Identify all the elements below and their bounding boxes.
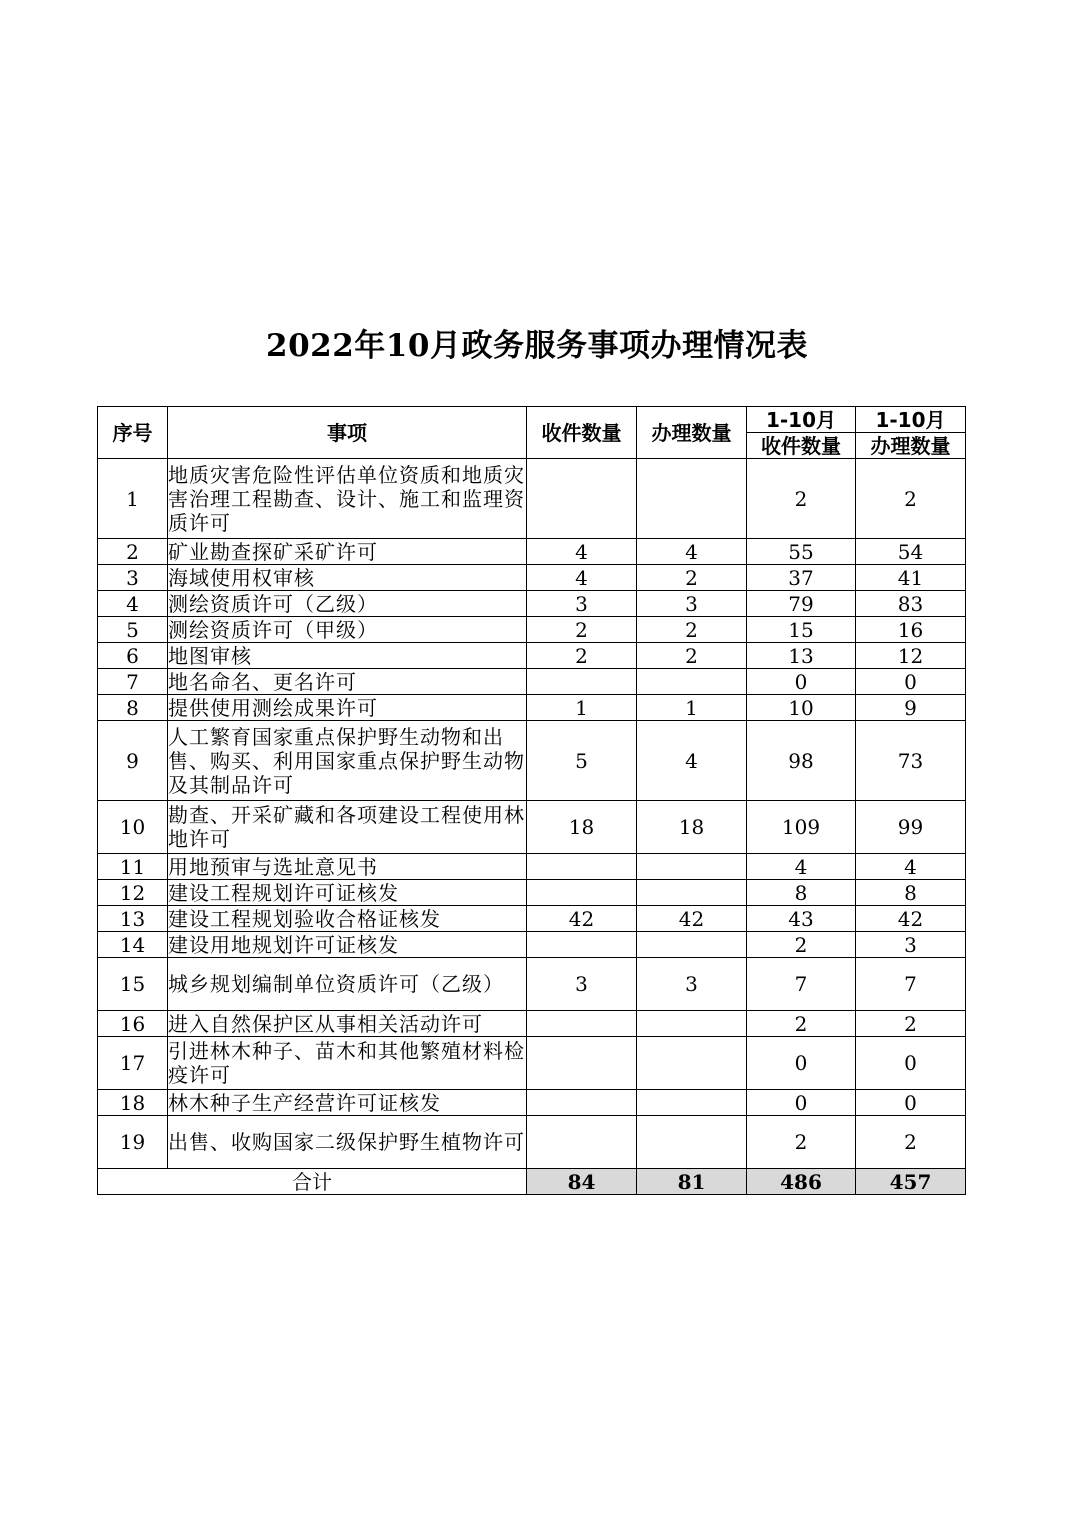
total-ytd-received: 486 — [747, 1169, 856, 1195]
row-ytd-processed: 83 — [856, 591, 966, 617]
row-seq: 4 — [98, 591, 168, 617]
row-received: 42 — [527, 906, 637, 932]
row-seq: 15 — [98, 958, 168, 1011]
row-item: 引进林木种子、苗木和其他繁殖材料检疫许可 — [168, 1037, 527, 1090]
row-processed: 4 — [637, 721, 747, 801]
row-ytd-processed: 8 — [856, 880, 966, 906]
row-processed — [637, 459, 747, 539]
row-processed: 2 — [637, 643, 747, 669]
row-item: 地质灾害危险性评估单位资质和地质灾害治理工程勘查、设计、施工和监理资质许可 — [168, 459, 527, 539]
row-ytd-processed: 9 — [856, 695, 966, 721]
row-received: 2 — [527, 617, 637, 643]
header-processed: 办理数量 — [637, 407, 747, 459]
row-ytd-received: 2 — [747, 459, 856, 539]
row-ytd-processed: 42 — [856, 906, 966, 932]
row-ytd-processed: 41 — [856, 565, 966, 591]
row-seq: 16 — [98, 1011, 168, 1037]
table-row — [98, 459, 966, 539]
row-received — [527, 1090, 637, 1116]
row-ytd-processed: 12 — [856, 643, 966, 669]
header-ytd-processed: 办理数量 — [856, 433, 966, 459]
row-received — [527, 932, 637, 958]
row-received: 3 — [527, 958, 637, 1011]
table-row — [98, 1011, 966, 1037]
row-received — [527, 1037, 637, 1090]
row-seq: 19 — [98, 1116, 168, 1169]
row-item: 测绘资质许可（甲级） — [168, 617, 527, 643]
row-item: 地图审核 — [168, 643, 527, 669]
row-seq: 7 — [98, 669, 168, 695]
row-received — [527, 854, 637, 880]
row-seq: 13 — [98, 906, 168, 932]
table-row — [98, 1090, 966, 1116]
row-ytd-received: 13 — [747, 643, 856, 669]
row-ytd-received: 2 — [747, 1011, 856, 1037]
header-item: 事项 — [168, 407, 527, 459]
header-seq: 序号 — [98, 407, 168, 459]
row-processed: 4 — [637, 539, 747, 565]
row-ytd-processed: 0 — [856, 1090, 966, 1116]
table-row — [98, 669, 966, 695]
table-row — [98, 880, 966, 906]
row-processed — [637, 880, 747, 906]
row-seq: 1 — [98, 459, 168, 539]
row-item: 海域使用权审核 — [168, 565, 527, 591]
row-processed — [637, 1011, 747, 1037]
page-title: 2022年10月政务服务事项办理情况表 — [266, 328, 808, 364]
row-processed — [637, 1090, 747, 1116]
row-seq: 8 — [98, 695, 168, 721]
row-processed: 2 — [637, 565, 747, 591]
row-ytd-received: 8 — [747, 880, 856, 906]
row-ytd-received: 2 — [747, 1116, 856, 1169]
row-ytd-received: 2 — [747, 932, 856, 958]
row-received — [527, 880, 637, 906]
total-ytd-processed: 457 — [856, 1169, 966, 1195]
row-item: 建设用地规划许可证核发 — [168, 932, 527, 958]
table-row — [98, 958, 966, 1011]
row-processed — [637, 932, 747, 958]
total-processed: 81 — [637, 1169, 747, 1195]
row-item: 人工繁育国家重点保护野生动物和出售、购买、利用国家重点保护野生动物及其制品许可 — [168, 721, 527, 801]
table-row — [98, 591, 966, 617]
row-seq: 3 — [98, 565, 168, 591]
table-row — [98, 565, 966, 591]
header-received: 收件数量 — [527, 407, 637, 459]
row-ytd-processed: 4 — [856, 854, 966, 880]
row-item: 矿业勘查探矿采矿许可 — [168, 539, 527, 565]
row-seq: 12 — [98, 880, 168, 906]
row-received — [527, 1116, 637, 1169]
row-seq: 6 — [98, 643, 168, 669]
row-received: 1 — [527, 695, 637, 721]
row-received: 4 — [527, 539, 637, 565]
row-processed — [637, 1116, 747, 1169]
row-ytd-received: 0 — [747, 1037, 856, 1090]
table-row — [98, 539, 966, 565]
row-item: 建设工程规划验收合格证核发 — [168, 906, 527, 932]
row-seq: 9 — [98, 721, 168, 801]
row-seq: 5 — [98, 617, 168, 643]
row-item: 测绘资质许可（乙级） — [168, 591, 527, 617]
row-ytd-processed: 73 — [856, 721, 966, 801]
table-row — [98, 643, 966, 669]
total-row — [98, 1169, 966, 1195]
table-row — [98, 1037, 966, 1090]
row-processed: 18 — [637, 801, 747, 854]
row-seq: 10 — [98, 801, 168, 854]
row-processed — [637, 669, 747, 695]
row-ytd-received: 43 — [747, 906, 856, 932]
table-row — [98, 932, 966, 958]
row-ytd-received: 37 — [747, 565, 856, 591]
row-ytd-received: 79 — [747, 591, 856, 617]
row-ytd-received: 0 — [747, 669, 856, 695]
row-received: 18 — [527, 801, 637, 854]
row-item: 进入自然保护区从事相关活动许可 — [168, 1011, 527, 1037]
row-ytd-processed: 2 — [856, 1116, 966, 1169]
row-received: 3 — [527, 591, 637, 617]
row-item: 林木种子生产经营许可证核发 — [168, 1090, 527, 1116]
row-item: 城乡规划编制单位资质许可（乙级） — [168, 958, 527, 1011]
row-ytd-received: 0 — [747, 1090, 856, 1116]
table-row — [98, 801, 966, 854]
row-ytd-received: 98 — [747, 721, 856, 801]
row-ytd-processed: 0 — [856, 1037, 966, 1090]
total-label: 合计 — [98, 1169, 527, 1195]
table-row — [98, 854, 966, 880]
row-processed — [637, 1037, 747, 1090]
row-ytd-processed: 0 — [856, 669, 966, 695]
row-seq: 17 — [98, 1037, 168, 1090]
header-ytd-period-processed: 1-10月 — [856, 407, 966, 433]
header-ytd-period-received: 1-10月 — [747, 407, 856, 433]
row-processed — [637, 854, 747, 880]
row-ytd-processed: 3 — [856, 932, 966, 958]
table-body — [98, 459, 966, 1195]
row-item: 地名命名、更名许可 — [168, 669, 527, 695]
row-received: 4 — [527, 565, 637, 591]
table-row — [98, 695, 966, 721]
row-ytd-processed: 54 — [856, 539, 966, 565]
table-row — [98, 617, 966, 643]
row-item: 出售、收购国家二级保护野生植物许可 — [168, 1116, 527, 1169]
row-item: 建设工程规划许可证核发 — [168, 880, 527, 906]
row-received: 2 — [527, 643, 637, 669]
row-ytd-received: 7 — [747, 958, 856, 1011]
row-received — [527, 459, 637, 539]
row-item: 用地预审与选址意见书 — [168, 854, 527, 880]
row-processed: 3 — [637, 958, 747, 1011]
row-seq: 2 — [98, 539, 168, 565]
row-item: 勘查、开采矿藏和各项建设工程使用林地许可 — [168, 801, 527, 854]
table-row — [98, 721, 966, 801]
row-seq: 11 — [98, 854, 168, 880]
row-seq: 18 — [98, 1090, 168, 1116]
row-ytd-processed: 16 — [856, 617, 966, 643]
row-seq: 14 — [98, 932, 168, 958]
table-row — [98, 906, 966, 932]
row-ytd-processed: 7 — [856, 958, 966, 1011]
row-received — [527, 1011, 637, 1037]
row-ytd-received: 15 — [747, 617, 856, 643]
row-received — [527, 669, 637, 695]
row-item: 提供使用测绘成果许可 — [168, 695, 527, 721]
total-received: 84 — [527, 1169, 637, 1195]
row-ytd-received: 55 — [747, 539, 856, 565]
row-processed: 1 — [637, 695, 747, 721]
row-ytd-received: 10 — [747, 695, 856, 721]
report-table — [97, 406, 966, 1195]
row-processed: 2 — [637, 617, 747, 643]
row-ytd-processed: 2 — [856, 459, 966, 539]
row-processed: 42 — [637, 906, 747, 932]
row-ytd-received: 4 — [747, 854, 856, 880]
row-processed: 3 — [637, 591, 747, 617]
table-row — [98, 1116, 966, 1169]
row-received: 5 — [527, 721, 637, 801]
row-ytd-received: 109 — [747, 801, 856, 854]
row-ytd-processed: 99 — [856, 801, 966, 854]
header-ytd-received: 收件数量 — [747, 433, 856, 459]
row-ytd-processed: 2 — [856, 1011, 966, 1037]
